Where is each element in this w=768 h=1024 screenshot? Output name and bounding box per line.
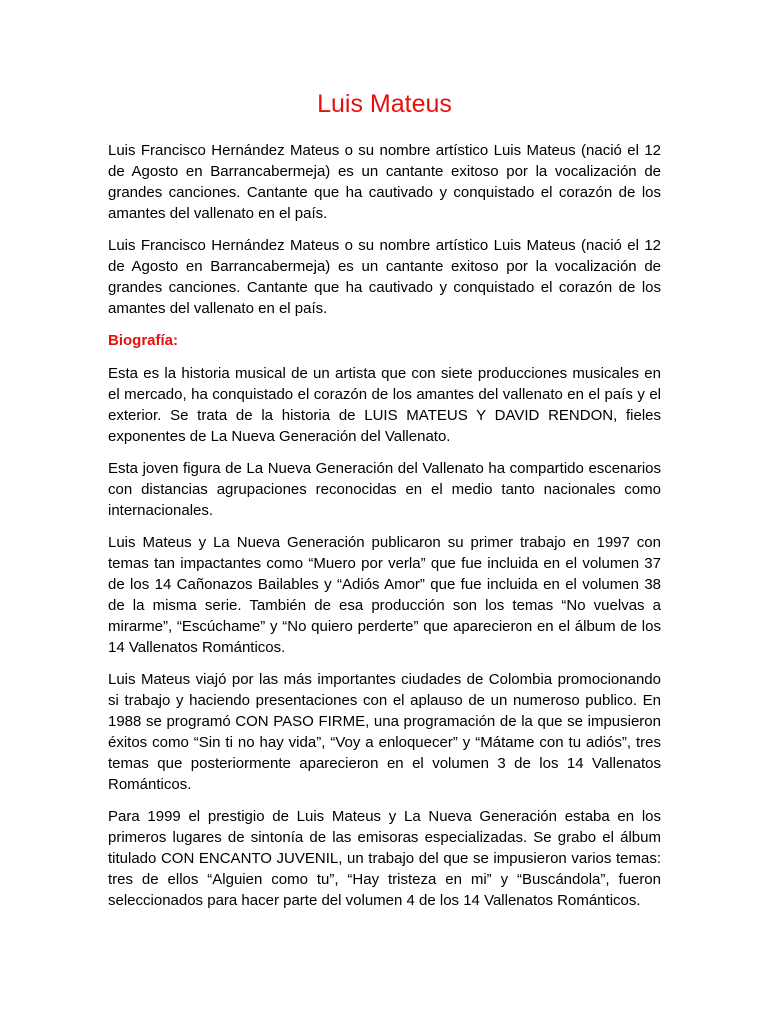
document-page xyxy=(108,88,661,922)
intro-paragraph-2: Luis Francisco Hernández Mateus o su nombre artístico Luis Mateus (nació el 12 de Agosto en Barrancabermeja) es un cantante exitoso por la vocalización de grandes canciones. Cantante que ha cautivado y conquistado el corazón de los amantes del vallenato en el país. xyxy=(108,237,661,317)
document-title: Luis Mateus xyxy=(317,90,452,118)
intro-paragraph-1: Luis Francisco Hernández Mateus o su nombre artístico Luis Mateus (nació el 12 de Agosto en Barrancabermeja) es un cantante exitoso por la vocalización de grandes canciones. Cantante que ha cautivado y conquistado el corazón de los amantes del vallenato en el país. xyxy=(108,142,661,222)
biography-paragraph-3: Luis Mateus y La Nueva Generación publicaron su primer trabajo en 1997 con temas tan impactantes como “Muero por verla” que fue incluida en el volumen 37 de los 14 Cañonazos Bailables y “Adiós Amor” que fue incluida en el volumen 38 de la misma serie. También de esa producción son los temas “No vuelvas a mirarme”, “Escúchame” y “No quiero perderte” que aparecieron en el álbum de los 14 Vallenatos Románticos. xyxy=(108,534,661,656)
biography-paragraph-4: Luis Mateus viajó por las más importantes ciudades de Colombia promocionando si trabajo y haciendo presentaciones con el aplauso de un numeroso publico. En 1988 se programó CON PASO FIRME, una programación de la que se impusieron éxitos como “Sin ti no hay vida”, “Voy a enloquecer” y “Mátame con tu adiós”, tres temas que posteriormente aparecieron en el volumen 3 de los 14 Vallenatos Románticos. xyxy=(108,671,661,793)
biography-paragraph-2: Esta joven figura de La Nueva Generación del Vallenato ha compartido escenarios con distancias agrupaciones reconocidas en el medio tanto nacionales como internacionales. xyxy=(108,460,661,519)
biography-paragraph-5: Para 1999 el prestigio de Luis Mateus y La Nueva Generación estaba en los primeros lugares de sintonía de las emisoras especializadas. Se grabo el álbum titulado CON ENCANTO JUVENIL, un trabajo del que se impusieron varios temas: tres de ellos “Alguien como tu”, “Hay tristeza en mi” y “Buscándola”, fueron seleccionados para hacer parte del volumen 4 de los 14 Vallenatos Románticos. xyxy=(108,808,661,909)
biography-heading: Biografía: xyxy=(108,332,179,349)
biography-paragraph-1: Esta es la historia musical de un artista que con siete producciones musicales en el mercado, ha conquistado el corazón de los amantes del vallenato en el país y el exterior. Se trata de la historia de LUIS MATEUS Y DAVID RENDON, fieles exponentes de La Nueva Generación del Vallenato. xyxy=(108,365,661,445)
